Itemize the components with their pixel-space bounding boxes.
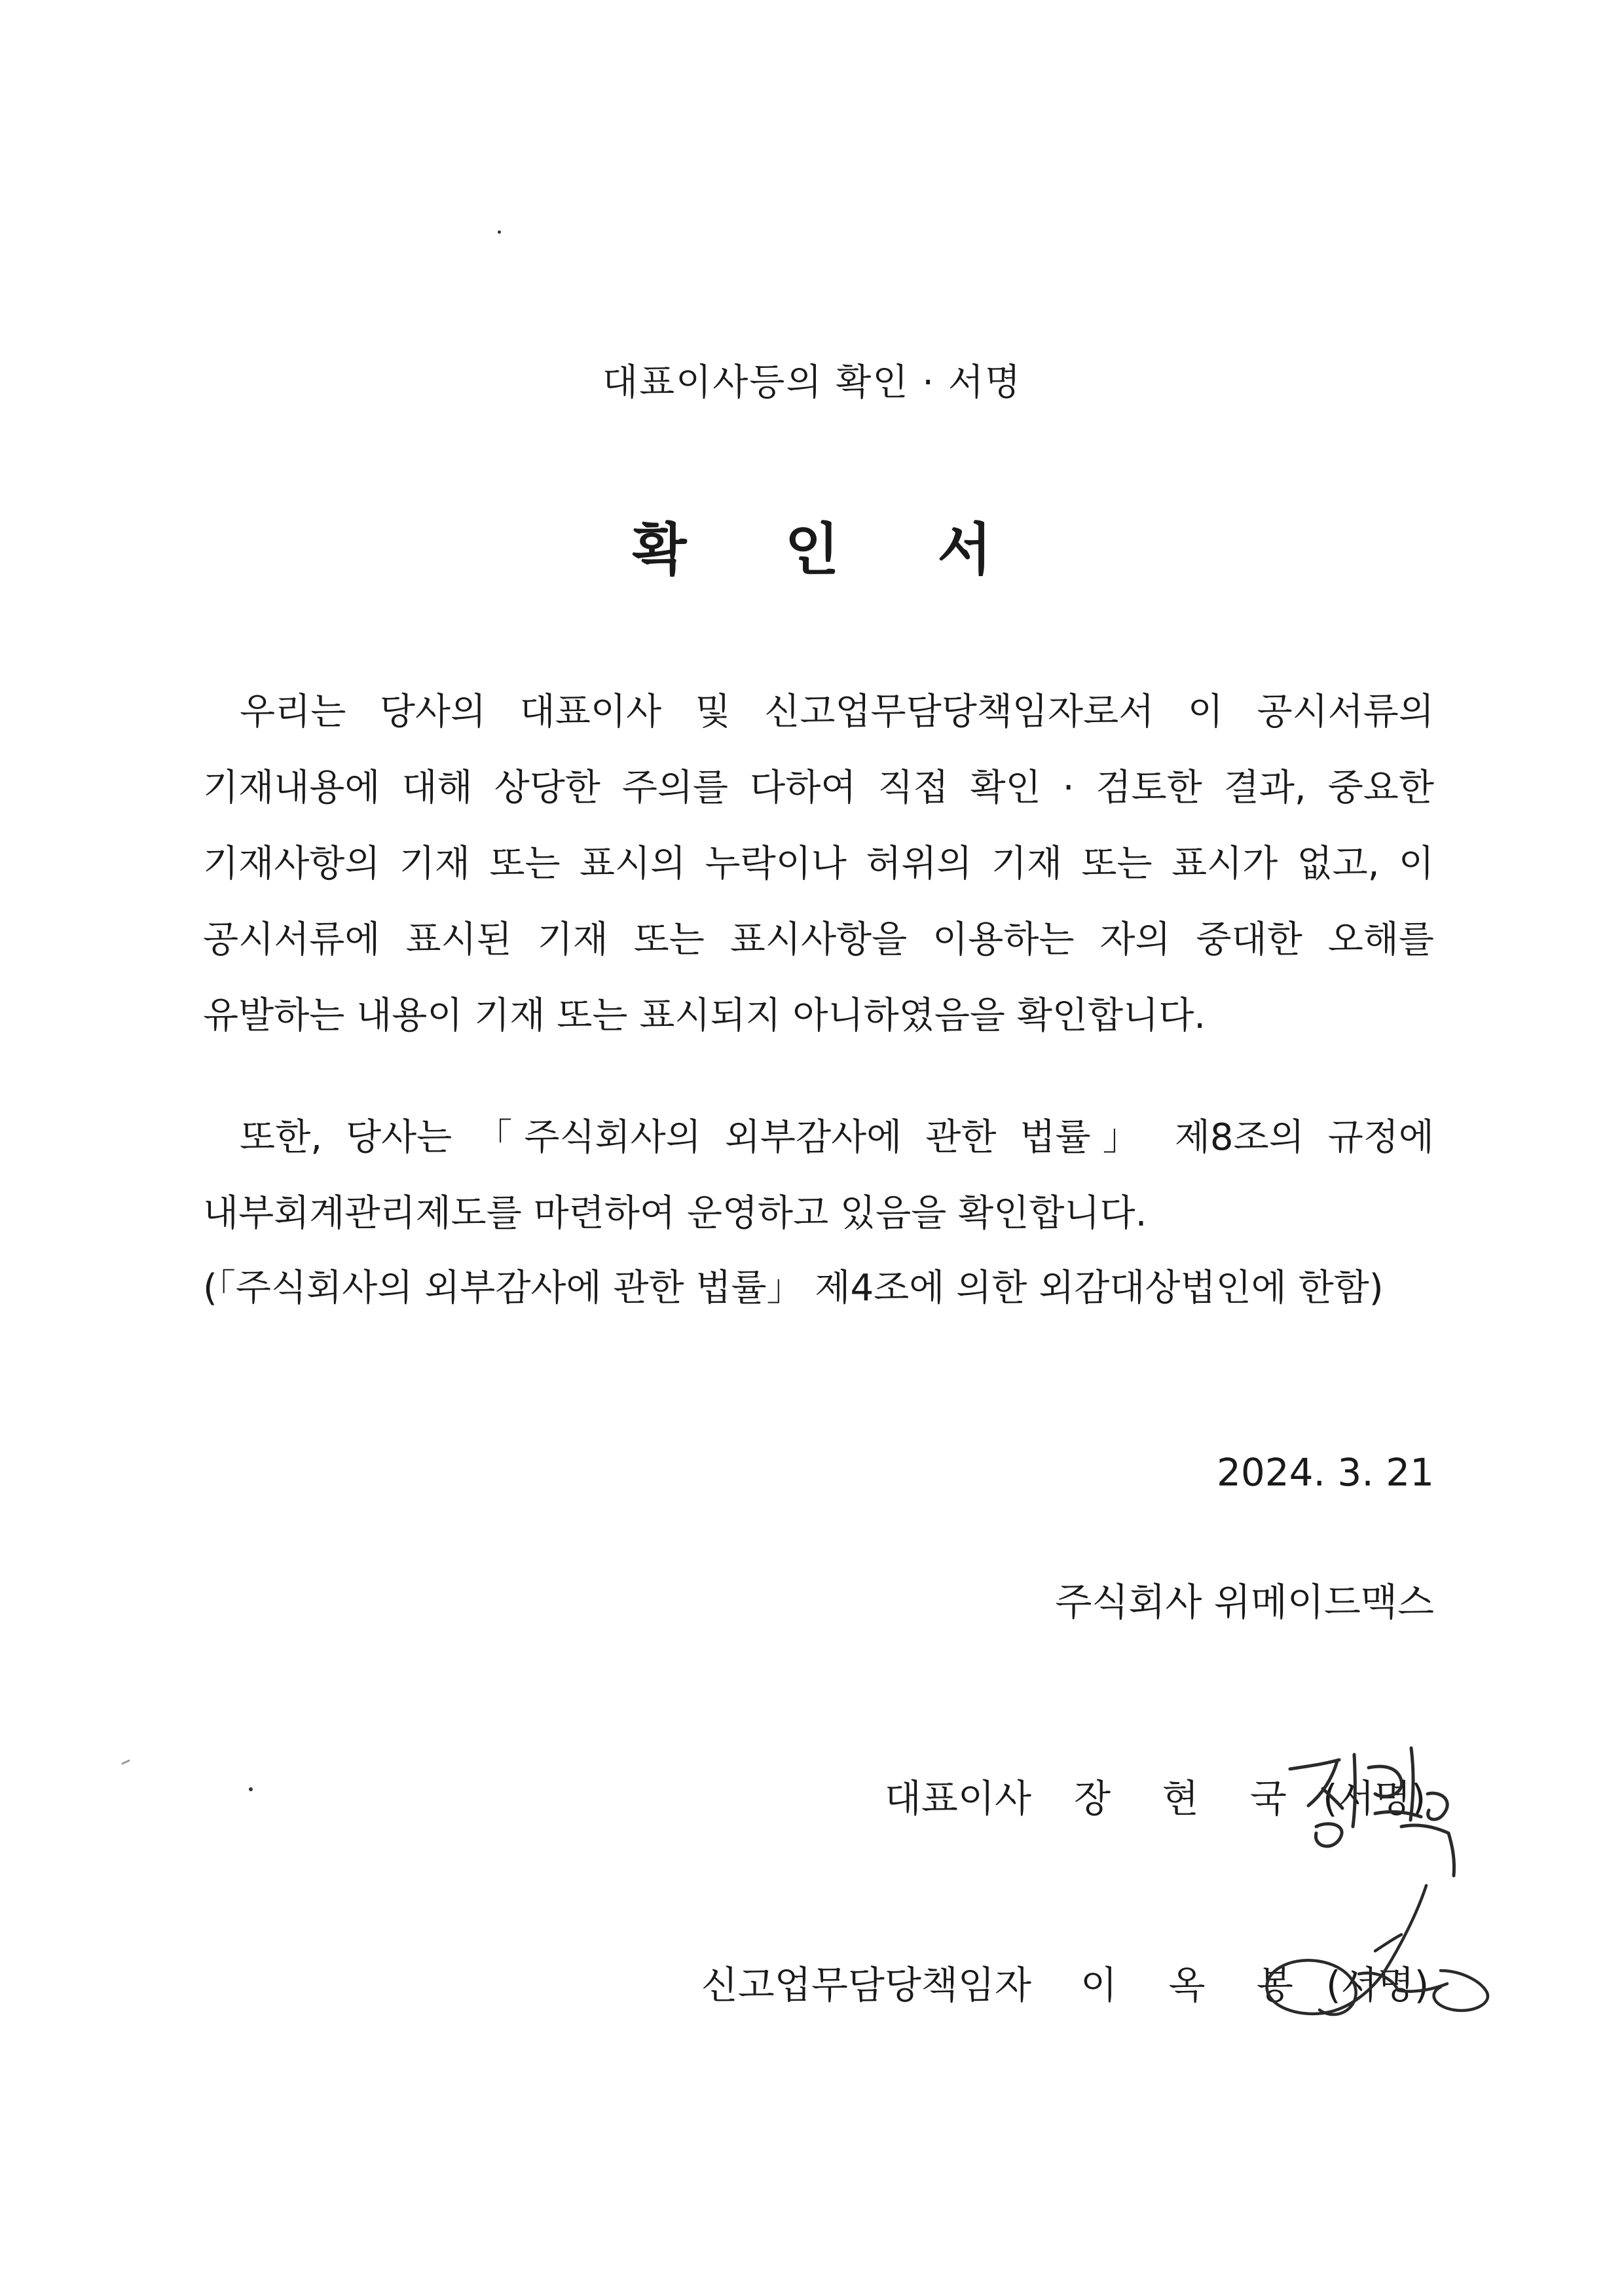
document-title: 확 인 서	[632, 517, 1031, 583]
ceo-name: 장 현 국	[1074, 1776, 1306, 1821]
confirmation-paragraph: 우리는 당사의 대표이사 및 신고업무담당책임자로서 이 공시서류의 기재내용에 대해 상당한 주의를 다하여 직접 확인 · 검토한 결과, 중요한 기재사항의 기재 또는 표시의 누락이나 허위의 기재 또는 표시가 없고, 이 공시서류에 표시된 기재 또는 표시사항을 이용하는 자의 중대한 오해를 유발하는 내용이 기재 또는 표시되지 아니하였음을 확인합니다.	[203, 691, 1434, 1037]
document-heading: 대표이사등의 확인 · 서명	[602, 361, 1022, 404]
disclosure-officer-signature-placeholder: (서명)	[1326, 1963, 1430, 2007]
disclosure-officer-role-label: 신고업무담당책임자	[701, 1963, 1031, 2007]
scan-speck	[498, 230, 501, 234]
scope-note: (「주식회사의 외부감사에 관한 법률」 제4조에 의한 외감대상법인에 한함)	[203, 1267, 1384, 1309]
document-date: 2024. 3. 21	[1216, 1450, 1434, 1495]
scan-speck	[121, 1759, 130, 1765]
internal-control-paragraph: 또한, 당사는 「주식회사의 외부감사에 관한 법률」 제8조의 규정에 내부회계관리제도를 마련하여 운영하고 있음을 확인합니다.	[203, 1116, 1434, 1235]
ceo-signature-placeholder: (서명)	[1323, 1776, 1426, 1821]
ceo-role-label: 대표이사	[884, 1776, 1031, 1821]
company-name: 주식회사 위메이드맥스	[1055, 1580, 1434, 1624]
scan-speck	[249, 1787, 253, 1791]
disclosure-officer-name: 이 옥 봉	[1080, 1963, 1313, 2007]
